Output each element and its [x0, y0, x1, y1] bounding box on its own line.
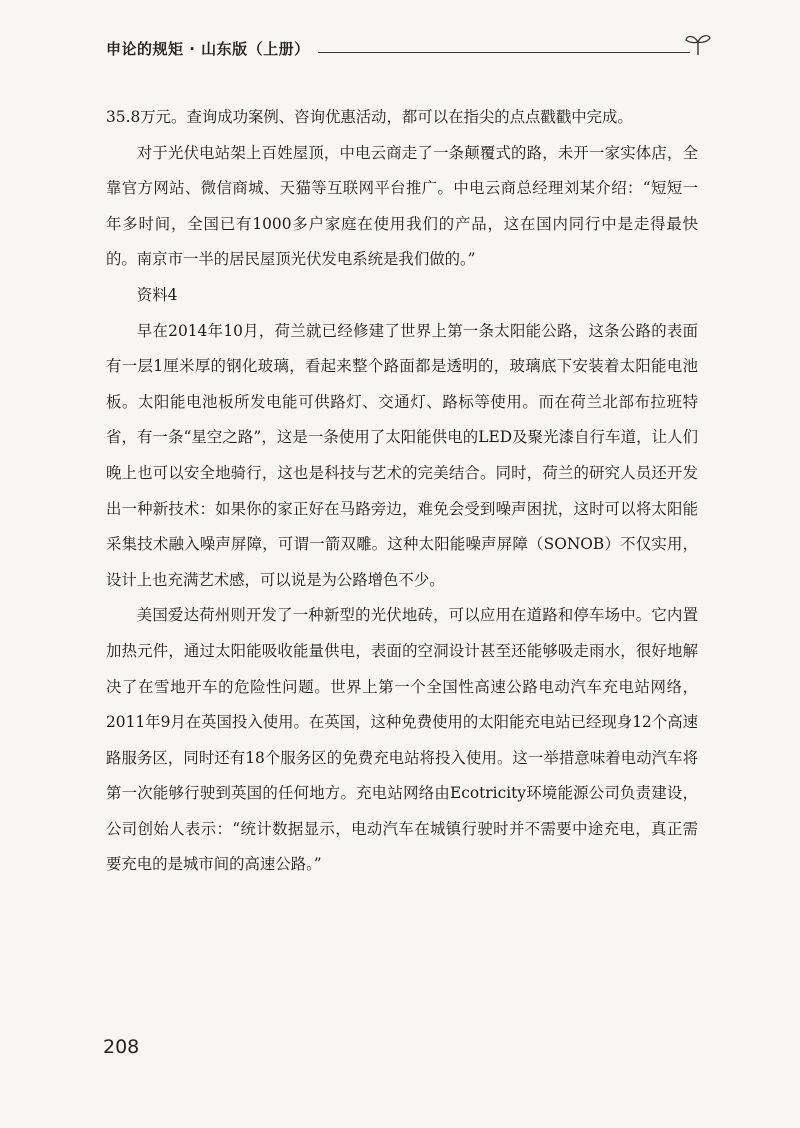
- page-body: [106, 100, 698, 883]
- page-number: 208: [103, 1036, 140, 1058]
- running-header: [106, 36, 706, 66]
- section-heading-material-4: 资料4: [136, 285, 178, 304]
- paragraph-zhongdian-yunshang: 对于光伏电站架上百姓屋顶，中电云商走了一条颠覆式的路，未开一家实体店，全靠官方网站、微信商城、天猫等互联网平台推广。中电云商总经理刘某介绍：“短短一年多时间，全国已有1000多户家庭在使用我们的产品，这在国内同行中是走得最快的。南京市一半的居民屋顶光伏发电系统是我们做的。”: [106, 143, 698, 269]
- book-title: 申论的规矩 · 山东版（上册）: [106, 40, 310, 58]
- paragraph-netherlands-solar-road: 早在2014年10月，荷兰就已经修建了世界上第一条太阳能公路，这条公路的表面有一层1厘米厚的钢化玻璃，看起来整个路面都是透明的，玻璃底下安装着太阳能电池板。太阳能电池板所发电能可供路灯、交通灯、路标等使用。而在荷兰北部布拉班特省，有一条“星空之路”，这是一条使用了太阳能供电的LED及聚光漆自行车道，让人们晚上也可以安全地骑行，这也是科技与艺术的完美结合。同时，荷兰的研究人员还开发出一种新技术：如果你的家正好在马路旁边，难免会受到噪声困扰，这时可以将太阳能采集技术融入噪声屏障，可谓一箭双雕。这种太阳能噪声屏障（SONOB）不仅实用，设计上也充满艺术感，可以说是为公路增色不少。: [106, 321, 698, 589]
- sprout-icon: [684, 32, 712, 56]
- paragraph-continuation: 35.8万元。查询成功案例、咨询优惠活动，都可以在指尖的点点戳戳中完成。: [106, 108, 633, 126]
- header-rule: [318, 52, 690, 53]
- paragraph-idaho-uk-charging: 美国爱达荷州则开发了一种新型的光伏地砖，可以应用在道路和停车场中。它内置加热元件，通过太阳能吸收能量供电，表面的空洞设计甚至还能够吸走雨水，很好地解决了在雪地开车的危险性问题。世界上第一个全国性高速公路电动汽车充电站网络，2011年9月在英国投入使用。在英国，这种免费使用的太阳能充电站已经现身12个高速路服务区，同时还有18个服务区的免费充电站将投入使用。这一举措意味着电动汽车将第一次能够行驶到英国的任何地方。充电站网络由Ecotricity环境能源公司负责建设，公司创始人表示：“统计数据显示，电动汽车在城镇行驶时并不需要中途充电，真正需要充电的是城市间的高速公路。”: [106, 606, 698, 874]
